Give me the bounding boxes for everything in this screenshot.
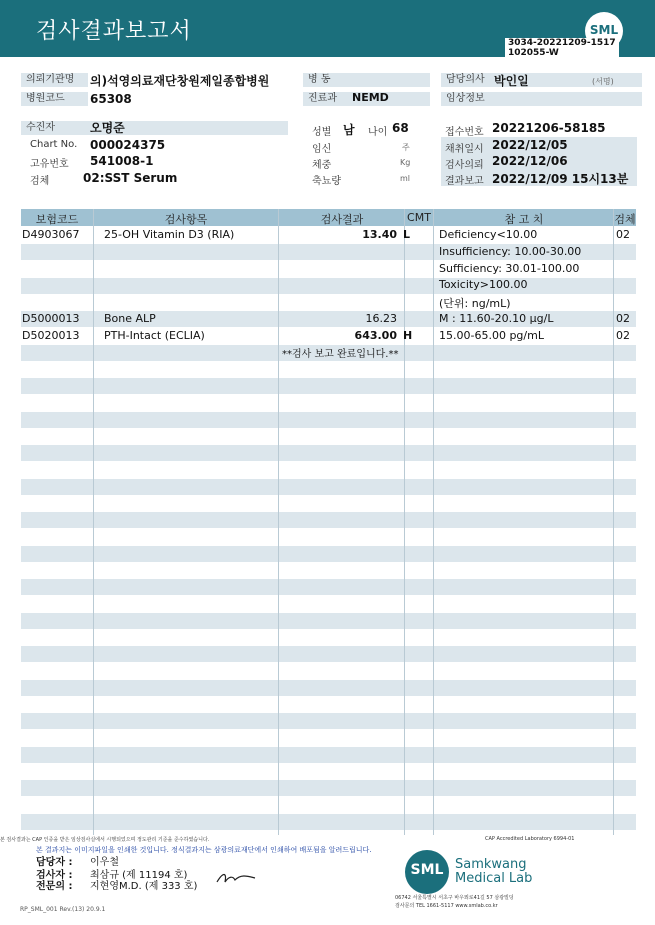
hospital-code-label: 병원코드: [21, 92, 88, 106]
cell-cmt: L: [403, 228, 411, 241]
cell-ref: M : 11.60-20.10 μg/L: [439, 312, 554, 325]
table-stripe: [21, 613, 636, 629]
inspector-value: 최삼규 (제 11194 호): [90, 870, 188, 881]
inspector-label: 검사자 :: [36, 870, 73, 881]
cell-spec: 02: [616, 228, 630, 241]
table-stripe: [21, 579, 636, 595]
age-label: 나이: [368, 127, 388, 138]
th-code: 보험코드: [35, 213, 79, 226]
cell-cmt: H: [403, 328, 413, 342]
cell-item: 25-OH Vitamin D3 (RIA): [104, 228, 235, 241]
table-stripe: [21, 412, 636, 428]
cell-ref: (단위: ng/mL): [439, 297, 511, 311]
table-stripe: [21, 479, 636, 495]
cell-spec: 02: [616, 328, 630, 342]
table-stripe: [21, 445, 636, 461]
sml-logo-text: SML: [589, 23, 619, 37]
table-stripe: [21, 378, 636, 394]
cell-ref: Sufficiency: 30.01-100.00: [439, 261, 580, 275]
urine-label: 축뇨량: [312, 176, 341, 187]
cap-accreditation: CAP Accredited Laboratory 6994-01: [485, 836, 575, 842]
report-id-line-2: 102055-W: [508, 48, 559, 58]
lab-logo-text: SML: [410, 862, 444, 878]
manager-value: 이우철: [90, 857, 119, 868]
request-value: 2022/12/06: [492, 154, 568, 168]
table-stripe: [21, 747, 636, 763]
lab-name-2: Medical Lab: [455, 871, 533, 886]
cell-item: Bone ALP: [104, 312, 156, 325]
th-cmt: CMT: [407, 211, 431, 224]
chart-value: 000024375: [90, 138, 166, 152]
specialist-value: 지현영M.D. (제 333 호): [90, 881, 198, 892]
collect-value: 2022/12/05: [492, 138, 568, 152]
table-row: [21, 295, 636, 311]
request-label: 검사의뢰: [445, 160, 484, 171]
result-label: 결과보고: [445, 176, 484, 187]
manager-label: 담당자 :: [36, 857, 73, 868]
cell-code: D5020013: [22, 328, 80, 342]
weight-label: 체중: [312, 160, 332, 171]
table-stripe: [21, 780, 636, 796]
table-stripe: [21, 680, 636, 696]
report-id-line-1: 3034-20221209-1517: [508, 38, 616, 48]
specialist-label: 전문의 :: [36, 881, 73, 892]
result-value: 2022/12/09 15시13분: [492, 172, 629, 186]
patient-label-text: 수진자: [26, 122, 55, 133]
footer-notice: 본 결과지는 이미지파일을 인쇄한 것입니다. 정식결과지는 삼광의료재단에서 인쇄하여 배포됨을 알려드립니다.: [36, 846, 372, 854]
preg-label: 임신: [312, 144, 332, 155]
weight-unit: Kg: [400, 158, 411, 167]
chart-label: Chart No.: [30, 139, 78, 150]
th-ref: 참 고 치: [504, 213, 544, 226]
table-row: [21, 278, 636, 294]
urine-unit: ml: [400, 174, 411, 183]
cell-code: D4903067: [22, 228, 80, 241]
cell-result: 643.00: [354, 328, 397, 342]
form-number: RP_SML_001 Rev.(13) 20.9.1: [20, 906, 106, 913]
lab-address-2: 검사문의 TEL 1661-5117 www.smlab.co.kr: [395, 903, 498, 909]
specimen-label: 검체: [30, 176, 50, 187]
age-value: 68: [392, 121, 409, 135]
cell-code: D5000013: [22, 312, 80, 325]
ward-label: 병 동: [303, 73, 430, 87]
doctor-label-text: 담당의사: [446, 74, 485, 85]
specimen-value: 02:SST Serum: [83, 171, 178, 185]
receipt-value: 20221206-58185: [492, 121, 606, 135]
th-item: 검사항목: [164, 213, 208, 226]
collect-label: 채취일시: [445, 144, 484, 155]
patient-value: 오명준: [90, 121, 125, 135]
report-complete: **검사 보고 완료입니다.**: [282, 349, 399, 360]
clinical-label: 임상정보: [441, 92, 642, 106]
table-stripe: [21, 646, 636, 662]
cell-item: PTH-Intact (ECLIA): [104, 328, 205, 342]
table-stripe: [21, 814, 636, 830]
receipt-label: 접수번호: [445, 127, 484, 138]
lab-name: [455, 858, 532, 886]
dept-label: 진료과: [303, 92, 430, 106]
table-stripe: [21, 546, 636, 562]
cell-ref: Insufficiency: 10.00-30.00: [439, 244, 582, 258]
preg-unit: 주: [402, 143, 410, 152]
cell-ref: Toxicity>100.00: [439, 278, 528, 292]
institution-label: 의뢰기관명: [21, 73, 88, 87]
dept-value: NEMD: [352, 91, 389, 104]
table-stripe: [21, 713, 636, 729]
cell-ref: 15.00-65.00 pg/mL: [439, 328, 544, 342]
lab-address-1: 06742 서울특별시 서초구 바우뫼로41길 57 삼광빌딩: [395, 895, 514, 901]
th-result: 검사결과: [320, 213, 364, 226]
cell-result: 13.40: [362, 228, 397, 241]
institution-value: 의)석영의료재단창원제일종합병원: [90, 74, 270, 88]
id-value: 541008-1: [90, 154, 154, 168]
id-label: 고유번호: [30, 159, 69, 170]
sex-value: 남: [343, 123, 355, 137]
report-id: [505, 38, 619, 58]
lab-name-1: Samkwang: [455, 857, 527, 872]
signature-icon: [215, 870, 257, 886]
page-title: 검사결과보고서: [36, 19, 192, 44]
cell-ref: Deficiency<10.00: [439, 228, 538, 241]
lab-address: [395, 894, 514, 910]
th-spec: 검체: [614, 213, 636, 226]
hospital-code-value: 65308: [90, 92, 132, 106]
footer-note: 본 검사결과는 CAP 인증을 받은 임상검사실에서 시행되었으며 정도관리 기준을 준수하였습니다.: [0, 837, 210, 843]
patient-label: [21, 121, 288, 135]
cell-result: 16.23: [365, 312, 397, 325]
doctor-value: 박인일: [494, 74, 529, 88]
cell-spec: 02: [616, 312, 630, 325]
table-stripe: [21, 512, 636, 528]
doctor-sign: (서명): [592, 77, 614, 86]
sex-label: 성별: [312, 127, 332, 138]
